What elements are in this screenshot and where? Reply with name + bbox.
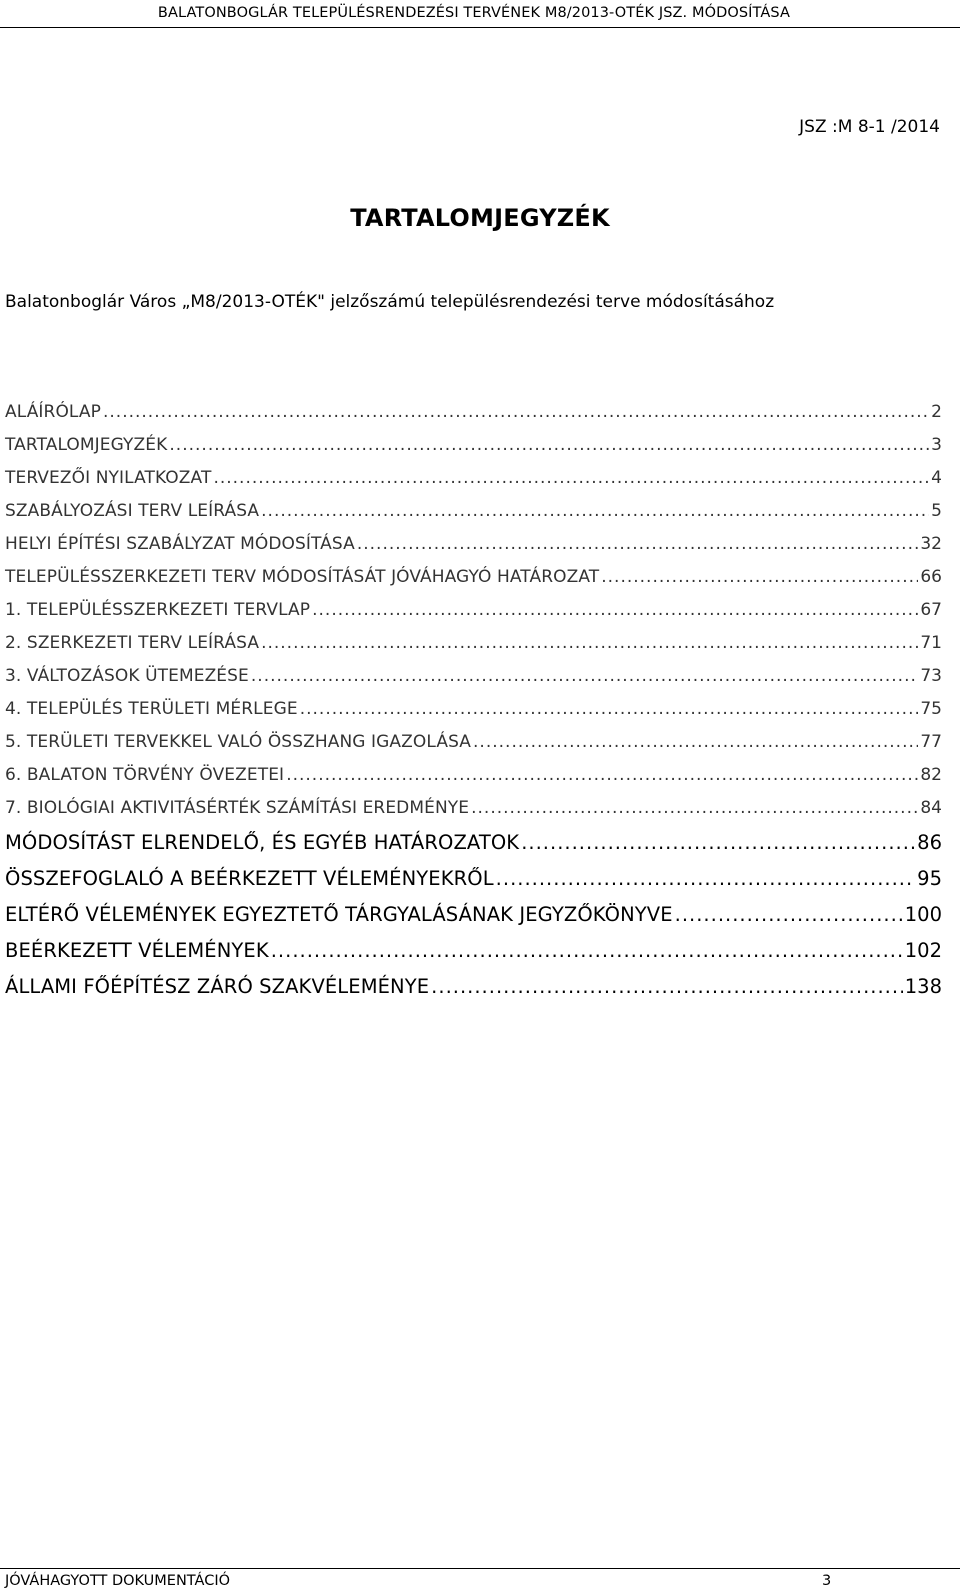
toc-entry-page: 75 [920,699,942,719]
toc-entry[interactable] [5,699,942,721]
toc-entry[interactable] [5,666,942,688]
toc-leader-dots [103,402,929,422]
toc-leader-dots [496,867,916,890]
toc-entry-label: MÓDOSÍTÁST ELRENDELŐ, ÉS EGYÉB HATÁROZATOK [5,831,520,854]
toc-leader-dots [261,633,918,653]
running-header [0,0,960,28]
toc-entry-label: ÁLLAMI FŐÉPÍTÉSZ ZÁRÓ SZAKVÉLEMÉNYE [5,975,430,998]
toc-entry[interactable] [5,567,942,589]
toc-leader-dots [471,798,918,818]
toc-entry-label: 3. VÁLTOZÁSOK ÜTEMEZÉSE [5,666,249,686]
toc-leader-dots [473,732,918,752]
toc-entry[interactable] [5,975,942,1000]
toc-entry-label: ALÁÍRÓLAP [5,402,101,422]
toc-leader-dots [261,501,929,521]
toc-entry[interactable] [5,501,942,523]
toc-entry-label: 2. SZERKEZETI TERV LEÍRÁSA [5,633,260,653]
reference-code: JSZ :M 8-1 /2014 [799,117,940,137]
toc-entry-page: 3 [931,435,942,455]
toc-entry[interactable] [5,468,942,490]
toc-entry-label: ÖSSZEFOGLALÓ A BEÉRKEZETT VÉLEMÉNYEKRŐL [5,867,494,890]
toc-entry-page: 5 [931,501,942,521]
footer-page-number: 3 [822,1573,832,1589]
toc-entry-page: 71 [920,633,942,653]
document-subtitle: Balatonboglár Város „M8/2013-OTÉK" jelzőszámú településrendezési terve módosításához [5,292,775,312]
running-header-title: BALATONBOGLÁR TELEPÜLÉSRENDEZÉSI TERVÉNEK M8/2013-OTÉK JSZ. MÓDOSÍTÁSA [157,5,790,21]
toc-entry[interactable] [5,732,942,754]
toc-entry-page: 32 [920,534,942,554]
toc-leader-dots [169,435,929,455]
toc-entry-page: 77 [920,732,942,752]
toc-leader-dots [431,975,903,998]
toc-leader-dots [251,666,918,686]
toc-entry-page: 4 [931,468,942,488]
toc-entry-page: 102 [904,939,942,962]
toc-entry[interactable] [5,939,942,964]
toc-entry-label: 5. TERÜLETI TERVEKKEL VALÓ ÖSSZHANG IGAZOLÁSA [5,732,472,752]
toc-leader-dots [300,699,919,719]
toc-entry-label: ELTÉRŐ VÉLEMÉNYEK EGYEZTETŐ TÁRGYALÁSÁNAK JEGYZŐKÖNYVE [5,903,673,926]
toc-entry[interactable] [5,633,942,655]
toc-entry-label: TELEPÜLÉSSZERKEZETI TERV MÓDOSÍTÁSÁT JÓVÁHAGYÓ HATÁROZAT [5,567,600,587]
toc-entry-label: 1. TELEPÜLÉSSZERKEZETI TERVLAP [5,600,311,620]
toc-entry-label: 7. BIOLÓGIAI AKTIVITÁSÉRTÉK SZÁMÍTÁSI EREDMÉNYE [5,798,470,818]
toc-entry-label: HELYI ÉPÍTÉSI SZABÁLYZAT MÓDOSÍTÁSA [5,534,355,554]
toc-entry-label: SZABÁLYOZÁSI TERV LEÍRÁSA [5,501,260,521]
toc-entry-label: BEÉRKEZETT VÉLEMÉNYEK [5,939,269,962]
table-of-contents [5,402,942,1011]
toc-entry-page: 67 [920,600,942,620]
toc-entry-page: 138 [904,975,942,998]
toc-leader-dots [521,831,915,854]
toc-entry[interactable] [5,402,942,424]
toc-leader-dots [312,600,918,620]
toc-entry-label: 6. BALATON TÖRVÉNY ÖVEZETEI [5,765,285,785]
footer-divider [0,1568,960,1569]
toc-entry-page: 73 [920,666,942,686]
toc-entry[interactable] [5,903,942,928]
toc-entry[interactable] [5,600,942,622]
toc-entry[interactable] [5,765,942,787]
toc-entry-label: TARTALOMJEGYZÉK [5,435,168,455]
toc-entry[interactable] [5,831,942,856]
toc-leader-dots [601,567,918,587]
toc-leader-dots [357,534,919,554]
toc-entry-page: 84 [920,798,942,818]
toc-leader-dots [271,939,903,962]
toc-leader-dots [675,903,903,926]
toc-entry[interactable] [5,534,942,556]
toc-entry[interactable] [5,798,942,820]
toc-leader-dots [286,765,918,785]
toc-entry[interactable] [5,867,942,892]
page-title: TARTALOMJEGYZÉK [350,204,610,232]
toc-entry-page: 100 [904,903,942,926]
toc-entry-label: TERVEZŐI NYILATKOZAT [5,468,212,488]
toc-leader-dots [213,468,929,488]
toc-entry-page: 86 [917,831,942,854]
toc-entry-page: 66 [920,567,942,587]
toc-entry[interactable] [5,435,942,457]
toc-entry-page: 95 [917,867,942,890]
toc-entry-page: 82 [920,765,942,785]
toc-entry-page: 2 [931,402,942,422]
footer-document-status: JÓVÁHAGYOTT DOKUMENTÁCIÓ [5,1573,231,1589]
toc-entry-label: 4. TELEPÜLÉS TERÜLETI MÉRLEGE [5,699,298,719]
